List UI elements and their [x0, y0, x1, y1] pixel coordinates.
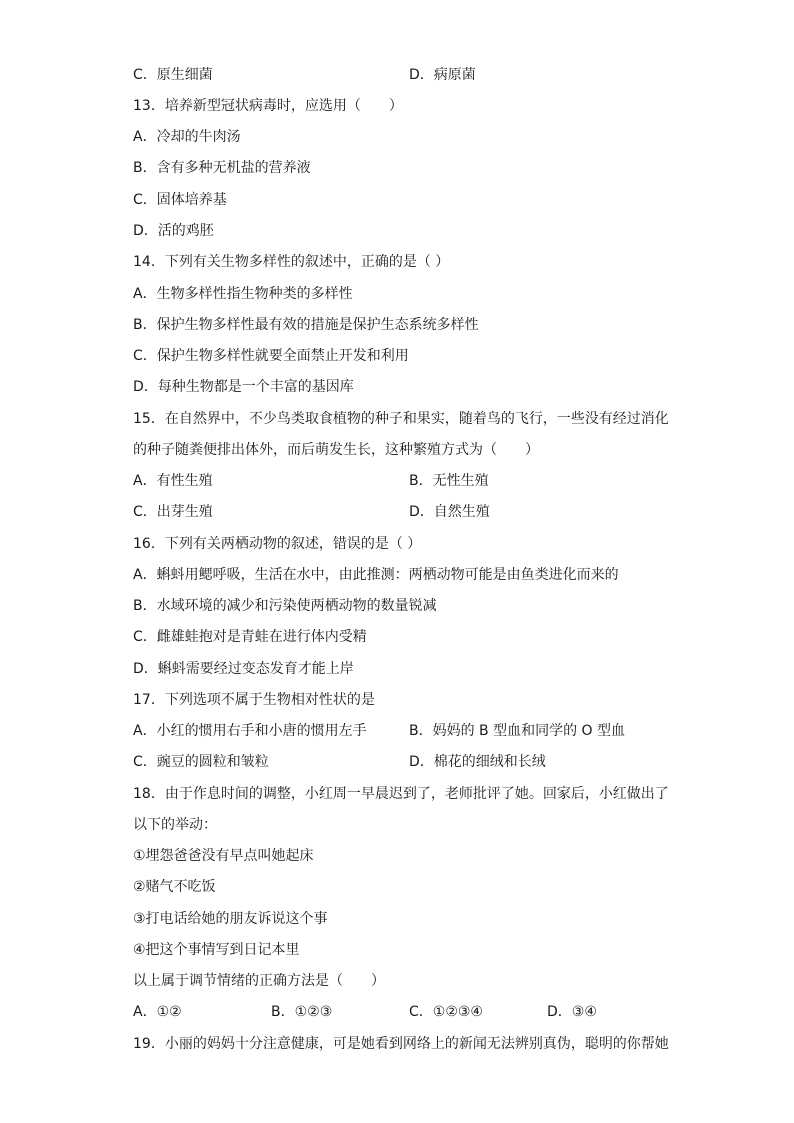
q15-option-d: D．自然生殖: [409, 504, 490, 520]
q14-option-d: D．每种生物都是一个丰富的基因库: [133, 379, 354, 395]
q18-option-d: D．③④: [547, 1004, 597, 1020]
q17-option-a: A．小红的惯用右手和小唐的惯用左手: [133, 723, 367, 739]
q14-option-c: C．保护生物多样性就要全面禁止开发和利用: [133, 348, 409, 364]
q15-option-c: C．出芽生殖: [133, 504, 213, 520]
q18-item-4: ④把这个事情写到日记本里: [133, 942, 300, 958]
q17-option-b: B．妈妈的 B 型血和同学的 O 型血: [409, 723, 626, 739]
q15-option-b: B．无性生殖: [409, 473, 489, 489]
q13-stem: 13．培养新型冠状病毒时，应选用（ ）: [133, 98, 403, 114]
q18-item-3: ③打电话给她的朋友诉说这个事: [133, 911, 328, 927]
q14-stem: 14．下列有关生物多样性的叙述中，正确的是（ ）: [133, 254, 450, 270]
q16-option-b: B．水域环境的减少和污染使两栖动物的数量锐减: [133, 598, 437, 614]
q16-stem: 16．下列有关两栖动物的叙述，错误的是（ ）: [133, 536, 422, 552]
q15-option-a: A．有性生殖: [133, 473, 213, 489]
q17-option-c: C．豌豆的圆粒和皱粒: [133, 754, 269, 770]
q13-option-c: C．固体培养基: [133, 192, 227, 208]
q12-option-d: D．病原菌: [409, 67, 476, 83]
q18-item-2: ②赌气不吃饭: [133, 879, 216, 895]
q13-option-a: A．冷却的牛肉汤: [133, 129, 241, 145]
q13-option-d: D．活的鸡胚: [133, 223, 214, 239]
q18-option-a: A．①②: [133, 1004, 182, 1020]
q18-stem-line2: 以下的举动：: [133, 817, 217, 833]
q16-option-d: D．蝌蚪需要经过变态发育才能上岸: [133, 661, 354, 677]
q16-option-a: A．蝌蚪用鳃呼吸，生活在水中，由此推测：两栖动物可能是由鱼类进化而来的: [133, 567, 619, 583]
q18-question: 以上属于调节情绪的正确方法是（ ）: [133, 973, 385, 989]
q18-item-1: ①埋怨爸爸没有早点叫她起床: [133, 848, 314, 864]
q14-option-a: A．生物多样性指生物种类的多样性: [133, 286, 353, 302]
q18-option-b: B．①②③: [271, 1004, 333, 1020]
q16-option-c: C．雌雄蛙抱对是青蛙在进行体内受精: [133, 629, 367, 645]
q12-option-c: C．原生细菌: [133, 67, 213, 83]
q19-stem-line1: 19．小丽的妈妈十分注意健康，可是她看到网络上的新闻无法辨别真伪，聪明的你帮她: [133, 1036, 669, 1052]
q18-stem-line1: 18．由于作息时间的调整，小红周一早晨迟到了，老师批评了她。回家后，小红做出了: [133, 786, 669, 802]
q14-option-b: B．保护生物多样性最有效的措施是保护生态系统多样性: [133, 317, 479, 333]
q15-stem-line2: 的种子随粪便排出体外，而后萌发生长，这种繁殖方式为（ ）: [133, 442, 539, 458]
q17-stem: 17．下列选项不属于生物相对性状的是: [133, 692, 375, 708]
q18-option-c: C．①②③④: [409, 1004, 483, 1020]
q15-stem-line1: 15．在自然界中，不少鸟类取食植物的种子和果实，随着鸟的飞行，一些没有经过消化: [133, 411, 669, 427]
q17-option-d: D．棉花的细绒和长绒: [409, 754, 546, 770]
q13-option-b: B．含有多种无机盐的营养液: [133, 160, 311, 176]
